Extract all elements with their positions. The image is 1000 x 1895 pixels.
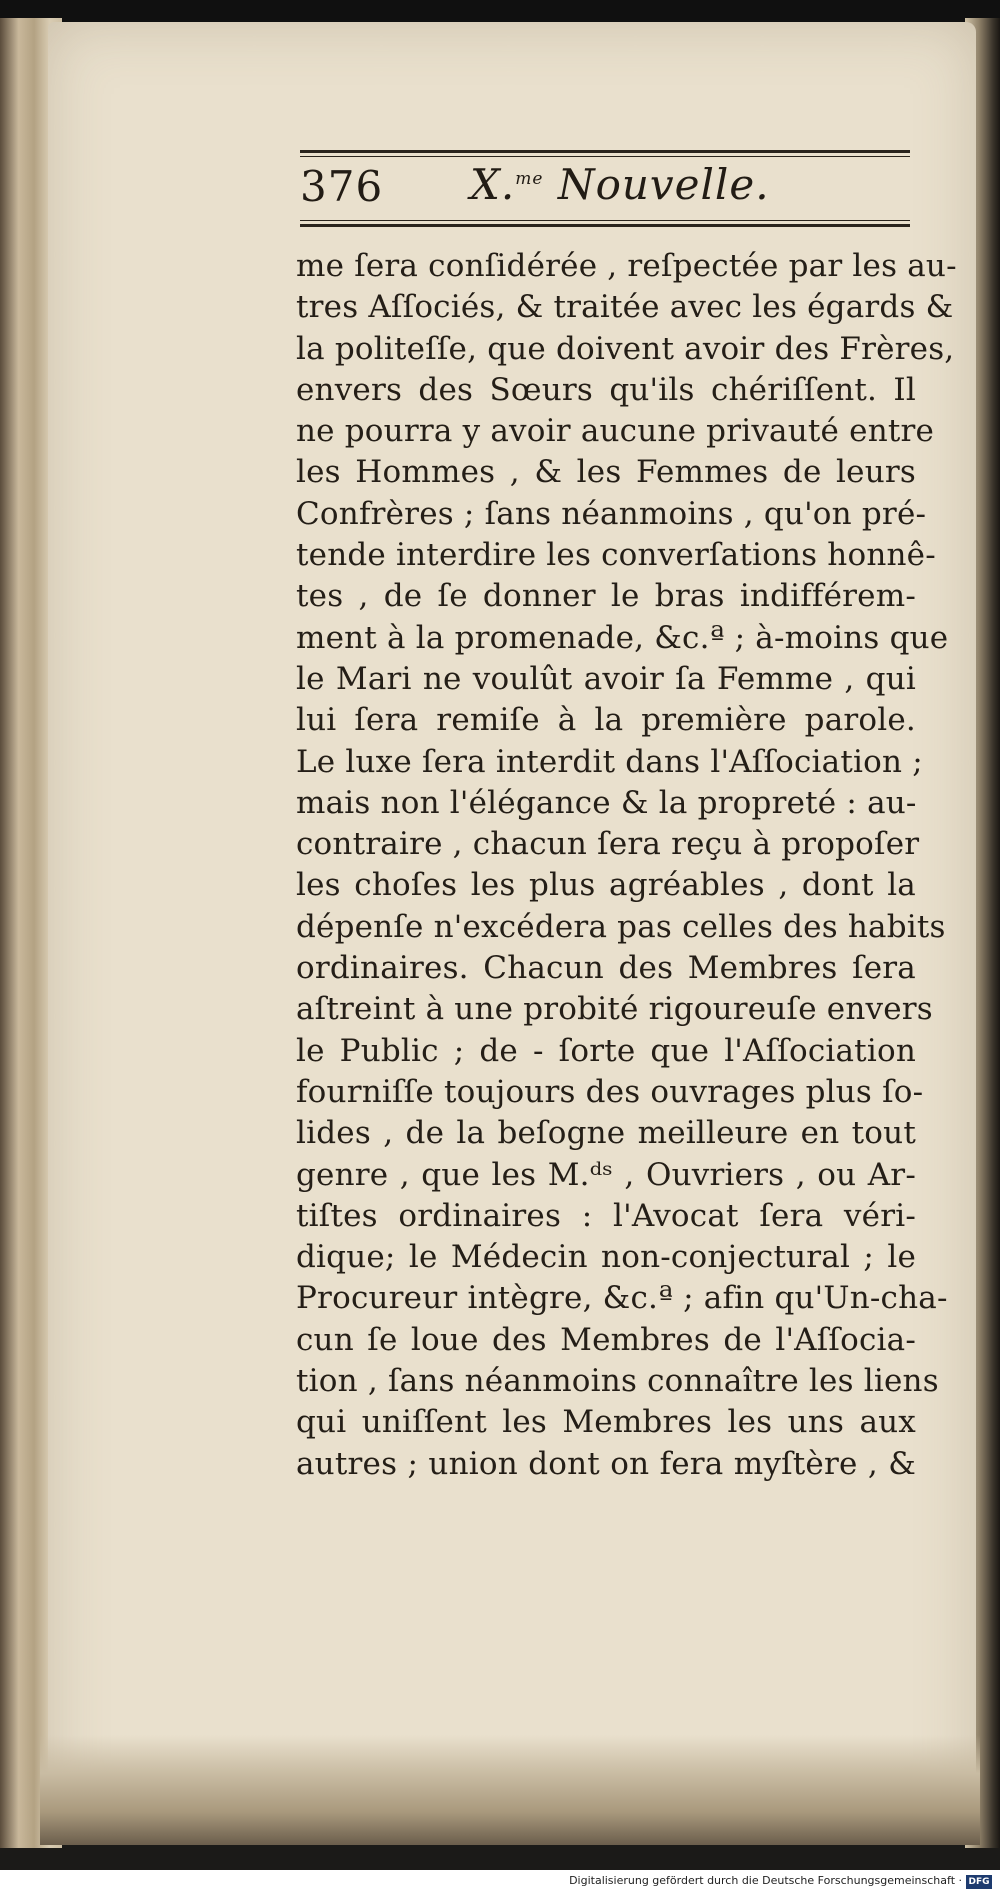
text-line: Le luxe ſera interdit dans l'Aſſociation ; (296, 743, 923, 780)
text-line: mais non l'élégance & la propreté : au- (296, 784, 917, 821)
text-line: le Public ; de - ſorte que l'Aſſociation (296, 1032, 916, 1069)
header-rule-bottom (300, 224, 910, 227)
text-line: les Hommes , & les Femmes de leurs (296, 454, 916, 491)
running-head-title: Nouvelle. (557, 160, 770, 209)
page-number: 376 (300, 162, 384, 211)
text-line: Procureur intègre, &c.ª ; afin qu'Un-cha- (296, 1280, 948, 1317)
text-line: Confrères ; ſans néanmoins , qu'on pré- (296, 495, 927, 532)
text-line: ne pourra y avoir aucune privauté entre (296, 413, 935, 450)
body-text (296, 246, 957, 1485)
text-line: aſtreint à une probité rigoureuſe envers (296, 991, 933, 1028)
text-line: dépenſe n'excédera pas celles des habits (296, 908, 946, 945)
text-line: contraire , chacun ſera reçu à propoſer (296, 826, 920, 863)
page-bottom-edge (40, 1735, 980, 1845)
text-line: cun ſe loue des Membres de l'Aſſocia- (296, 1321, 916, 1358)
text-line: lides , de la beſogne meilleure en tout (296, 1115, 916, 1152)
text-line: tion , ſans néanmoins connaître les liens (296, 1363, 939, 1400)
header-rule-top (300, 150, 910, 153)
text-line: ordinaires. Chacun des Membres ſera (296, 950, 916, 987)
header-rule-top-thin (300, 156, 910, 157)
running-head-superscript: me (515, 169, 544, 189)
text-line: tes , de ſe donner le bras indifférem- (296, 578, 916, 615)
text-line: me ſera conſidérée , reſpectée par les au- (296, 248, 957, 284)
digitization-footer (0, 1870, 1000, 1895)
running-head-numeral: X. (470, 160, 516, 209)
text-line: envers des Sœurs qu'ils chériſſent. Il (296, 371, 916, 408)
text-line: lui ſera remiſe à la première parole. (296, 702, 916, 739)
page-header (300, 140, 910, 230)
text-line: les choſes les plus agréables , dont la (296, 867, 916, 904)
text-line: le Mari ne voulût avoir ſa Femme , qui (296, 660, 916, 697)
running-head (470, 160, 770, 209)
header-rule-bottom-thin (300, 220, 910, 221)
text-line: autres ; union dont on fera myſtère , & (296, 1445, 916, 1482)
text-line: dique; le Médecin non-conjectural ; le (296, 1239, 916, 1276)
text-line: fourniſſe toujours des ouvrages plus ſo- (296, 1073, 924, 1110)
scan-top-strip (0, 0, 1000, 22)
text-line: ment à la promenade, &c.ª ; à-moins que (296, 619, 949, 656)
text-line: qui uniſſent les Membres les uns aux (296, 1404, 916, 1441)
text-line: la politeſſe, que doivent avoir des Frères, (296, 330, 955, 367)
dfg-logo-icon: DFG (966, 1875, 992, 1889)
text-line: tiſtes ordinaires : l'Avocat ſera véri- (296, 1197, 916, 1234)
text-line: tres Aſſociés, & traitée avec les égards & (296, 289, 954, 326)
footer-credit: Digitalisierung gefördert durch die Deutsche Forschungsgemeinschaft · (569, 1874, 962, 1887)
text-line: genre , que les M.ᵈˢ , Ouvriers , ou Ar- (296, 1156, 916, 1193)
text-line: tende interdire les converſations honnê- (296, 537, 936, 574)
